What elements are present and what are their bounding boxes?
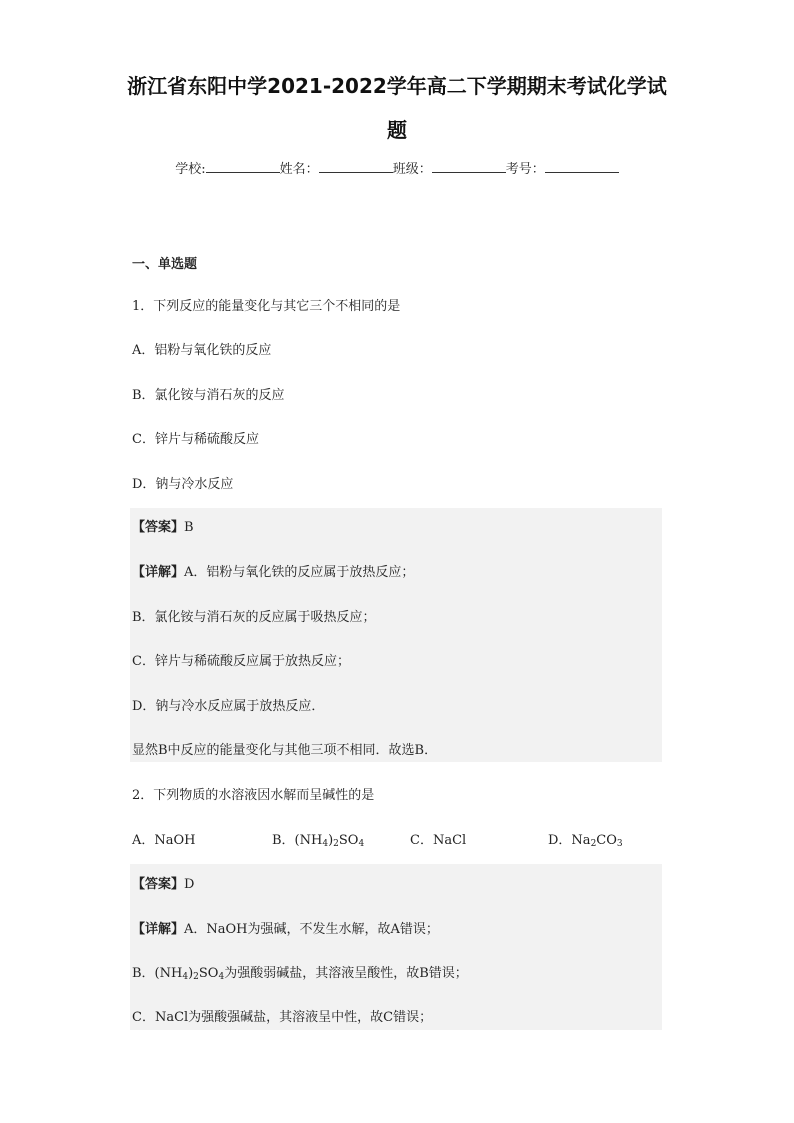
q1-option-b: B．氯化铵与消石灰的反应 bbox=[132, 388, 285, 403]
exam-title-line1: 浙江省东阳中学2021-2022学年高二下学期期末考试化学试 bbox=[127, 74, 667, 98]
q1-answer-box bbox=[130, 508, 662, 762]
q2-detail-line-2 bbox=[132, 962, 468, 981]
q1-stem: 1．下列反应的能量变化与其它三个不相同的是 bbox=[132, 299, 401, 314]
q2-detail-line-1 bbox=[132, 918, 439, 937]
q1-detail-line-1 bbox=[132, 561, 414, 580]
q2-option-b-sub-1: 4 bbox=[322, 839, 329, 849]
section-title: 一、单选题 bbox=[132, 257, 198, 272]
q1-option-a: A．铝粉与氧化铁的反应 bbox=[132, 343, 272, 358]
class-blank bbox=[432, 160, 506, 173]
q2-detail-2-text-4: 为强酸弱碱盐，其溶液呈酸性，故B错误； bbox=[224, 966, 468, 981]
q2-option-b-text-2: ) bbox=[328, 833, 334, 848]
q2-option-d-sub-2: 3 bbox=[616, 839, 623, 849]
q2-option-d-text-1: D．Na bbox=[548, 833, 591, 848]
q1-detail-line-2: B．氯化铵与消石灰的反应属于吸热反应； bbox=[132, 610, 376, 625]
q2-option-b-text-1: B．(NH bbox=[272, 833, 323, 848]
q2-detail-2-text-1: B．(NH bbox=[132, 966, 183, 981]
school-label: 学校: bbox=[175, 162, 206, 177]
q2-stem: 2．下列物质的水溶液因水解而呈碱性的是 bbox=[132, 788, 375, 803]
class-label: 班级： bbox=[392, 162, 432, 177]
exam-no-label: 考号： bbox=[505, 162, 545, 177]
q1-detail-label: 【详解】 bbox=[132, 565, 185, 580]
q2-answer-label: 【答案】 bbox=[132, 877, 185, 892]
name-blank bbox=[319, 160, 393, 173]
q1-detail-line-3: C．锌片与稀硫酸反应属于放热反应； bbox=[132, 654, 350, 669]
q2-option-d-sub-1: 2 bbox=[590, 839, 597, 849]
q2-detail-2-text-2: ) bbox=[188, 966, 194, 981]
q1-detail-text-1: A．铝粉与氧化铁的反应属于放热反应； bbox=[184, 565, 415, 580]
q2-detail-2-sub-3: 4 bbox=[218, 972, 225, 982]
q2-option-d bbox=[548, 829, 623, 848]
q2-option-c: C．NaCl bbox=[410, 833, 467, 848]
q2-option-b-sub-2: 2 bbox=[333, 839, 339, 849]
exam-no-blank bbox=[545, 160, 619, 173]
q2-detail-text-1: A．NaOH为强碱，不发生水解，故A错误； bbox=[184, 922, 439, 937]
q2-detail-label: 【详解】 bbox=[132, 922, 185, 937]
q1-answer-value: B bbox=[184, 520, 194, 535]
q2-option-b bbox=[272, 829, 364, 848]
q2-option-b-text-3: SO bbox=[338, 833, 359, 848]
exam-title-line2: 题 bbox=[387, 118, 407, 142]
q1-answer bbox=[132, 516, 194, 535]
q1-detail-line-4: D．钠与冷水反应属于放热反应． bbox=[132, 699, 325, 714]
q2-answer-value: D bbox=[184, 877, 195, 892]
q2-detail-line-3: C．NaCl为强酸强碱盐，其溶液呈中性，故C错误； bbox=[132, 1010, 433, 1025]
q2-option-b-sub-3: 4 bbox=[358, 839, 365, 849]
q2-detail-2-sub-1: 4 bbox=[182, 972, 189, 982]
q2-detail-2-sub-2: 2 bbox=[193, 972, 199, 982]
q2-option-d-text-2: CO bbox=[596, 833, 617, 848]
q1-option-c: C．锌片与稀硫酸反应 bbox=[132, 432, 259, 447]
name-label: 姓名： bbox=[279, 162, 319, 177]
q1-detail-line-5: 显然B中反应的能量变化与其他三项不相同．故选B． bbox=[132, 743, 438, 758]
q2-option-a: A．NaOH bbox=[132, 833, 196, 848]
student-info-row bbox=[0, 158, 794, 177]
q2-answer bbox=[132, 873, 194, 892]
q2-detail-2-text-3: SO bbox=[198, 966, 219, 981]
q1-answer-label: 【答案】 bbox=[132, 520, 185, 535]
q1-option-d: D．钠与冷水反应 bbox=[132, 477, 234, 492]
school-blank bbox=[206, 160, 280, 173]
